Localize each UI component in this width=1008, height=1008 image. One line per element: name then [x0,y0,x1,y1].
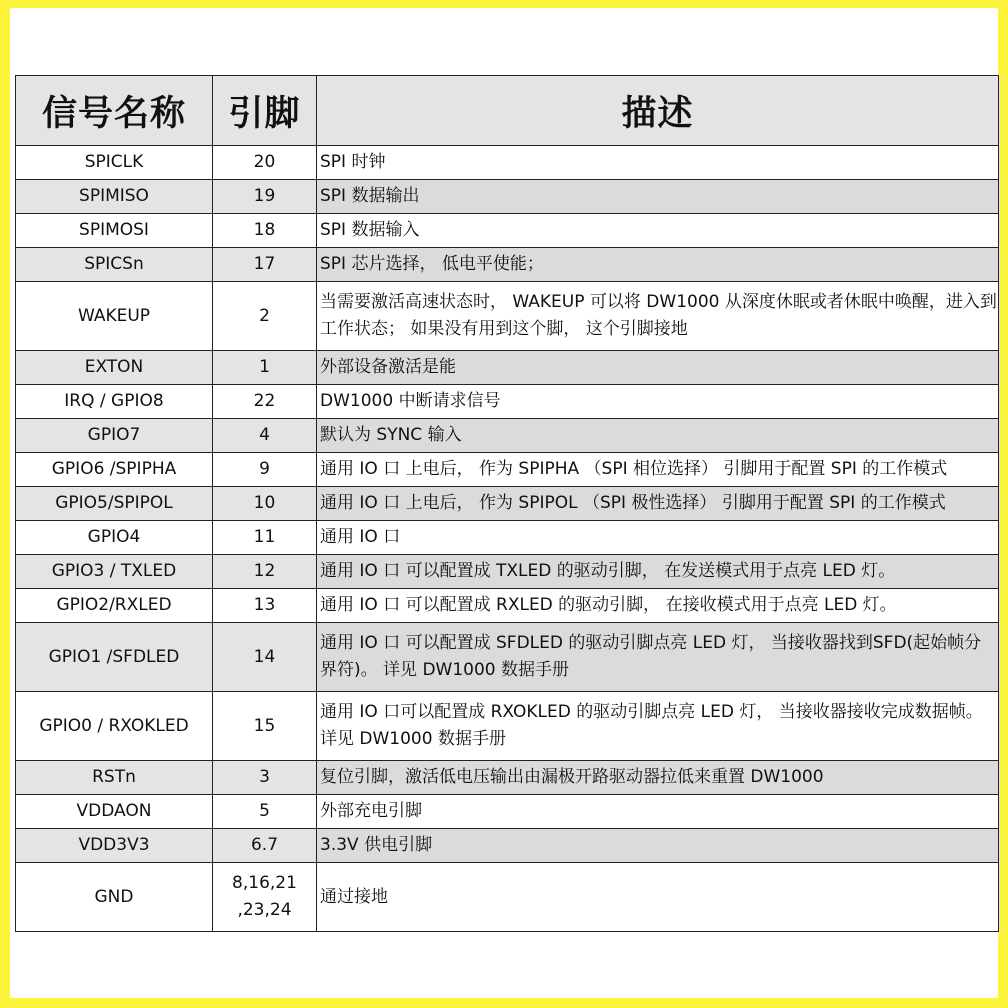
table-row [16,453,999,487]
header-pin: 引脚 [213,76,317,146]
pin-number: 15 [213,692,317,761]
header-description: 描述 [317,76,999,146]
table-row [16,761,999,795]
signal-name: VDDAON [16,795,213,829]
table-row [16,214,999,248]
table-row [16,180,999,214]
signal-name: SPICLK [16,146,213,180]
signal-name: SPICSn [16,248,213,282]
pin-number: 20 [213,146,317,180]
description: DW1000 中断请求信号 [317,385,999,419]
signal-name: GPIO2/RXLED [16,589,213,623]
description: 复位引脚，激活低电压输出由漏极开路驱动器拉低来重置 DW1000 [317,761,999,795]
description: 当需要激活高速状态时， WAKEUP 可以将 DW1000 从深度休眠或者休眠中唤醒，进入到工作状态； 如果没有用到这个脚， 这个引脚接地 [317,282,999,351]
description: 通用 IO 口 上电后， 作为 SPIPHA （SPI 相位选择） 引脚用于配置 SPI 的工作模式 [317,453,999,487]
description: SPI 数据输入 [317,214,999,248]
table-row [16,419,999,453]
table-row [16,795,999,829]
table-row [16,692,999,761]
description: 通用 IO 口 可以配置成 RXLED 的驱动引脚， 在接收模式用于点亮 LED 灯。 [317,589,999,623]
description: 通用 IO 口 上电后， 作为 SPIPOL （SPI 极性选择） 引脚用于配置 SPI 的工作模式 [317,487,999,521]
header-row [16,76,999,146]
pin-number: 18 [213,214,317,248]
header-signal-name: 信号名称 [16,76,213,146]
pin-number: 19 [213,180,317,214]
pin-number: 6.7 [213,829,317,863]
description: 默认为 SYNC 输入 [317,419,999,453]
table-row [16,146,999,180]
pin-number: 3 [213,761,317,795]
pin-table [15,75,999,932]
signal-name: GND [16,863,213,932]
description: SPI 时钟 [317,146,999,180]
pin-number: 11 [213,521,317,555]
signal-name: GPIO6 /SPIPHA [16,453,213,487]
description: 外部充电引脚 [317,795,999,829]
description: 通用 IO 口 可以配置成 SFDLED 的驱动引脚点亮 LED 灯， 当接收器找到SFD(起始帧分界符)。 详见 DW1000 数据手册 [317,623,999,692]
signal-name: WAKEUP [16,282,213,351]
signal-name: GPIO0 / RXOKLED [16,692,213,761]
table-row [16,385,999,419]
description: 外部设备激活是能 [317,351,999,385]
signal-name: GPIO5/SPIPOL [16,487,213,521]
pin-number: 22 [213,385,317,419]
description: 通用 IO 口 可以配置成 TXLED 的驱动引脚， 在发送模式用于点亮 LED 灯。 [317,555,999,589]
pin-number: 9 [213,453,317,487]
table-row [16,863,999,932]
signal-name: GPIO1 /SFDLED [16,623,213,692]
signal-name: GPIO7 [16,419,213,453]
signal-name: GPIO4 [16,521,213,555]
description: 通用 IO 口 [317,521,999,555]
description: SPI 芯片选择， 低电平使能； [317,248,999,282]
table-row [16,589,999,623]
signal-name: RSTn [16,761,213,795]
table-row [16,282,999,351]
pin-number: 8,16,21 ,23,24 [213,863,317,932]
signal-name: GPIO3 / TXLED [16,555,213,589]
signal-name: IRQ / GPIO8 [16,385,213,419]
pin-number: 2 [213,282,317,351]
pin-number: 1 [213,351,317,385]
table-row [16,248,999,282]
signal-name: SPIMOSI [16,214,213,248]
description: 通过接地 [317,863,999,932]
table-row [16,351,999,385]
signal-name: SPIMISO [16,180,213,214]
table-row [16,829,999,863]
pin-number: 10 [213,487,317,521]
description: 通用 IO 口可以配置成 RXOKLED 的驱动引脚点亮 LED 灯， 当接收器接收完成数据帧。 详见 DW1000 数据手册 [317,692,999,761]
pin-number: 4 [213,419,317,453]
pin-number: 14 [213,623,317,692]
pin-number: 17 [213,248,317,282]
signal-name: EXTON [16,351,213,385]
description: SPI 数据输出 [317,180,999,214]
table-row [16,521,999,555]
pin-number: 12 [213,555,317,589]
description: 3.3V 供电引脚 [317,829,999,863]
table-row [16,623,999,692]
signal-name: VDD3V3 [16,829,213,863]
pin-number: 5 [213,795,317,829]
table-row [16,487,999,521]
pin-number: 13 [213,589,317,623]
table-row [16,555,999,589]
